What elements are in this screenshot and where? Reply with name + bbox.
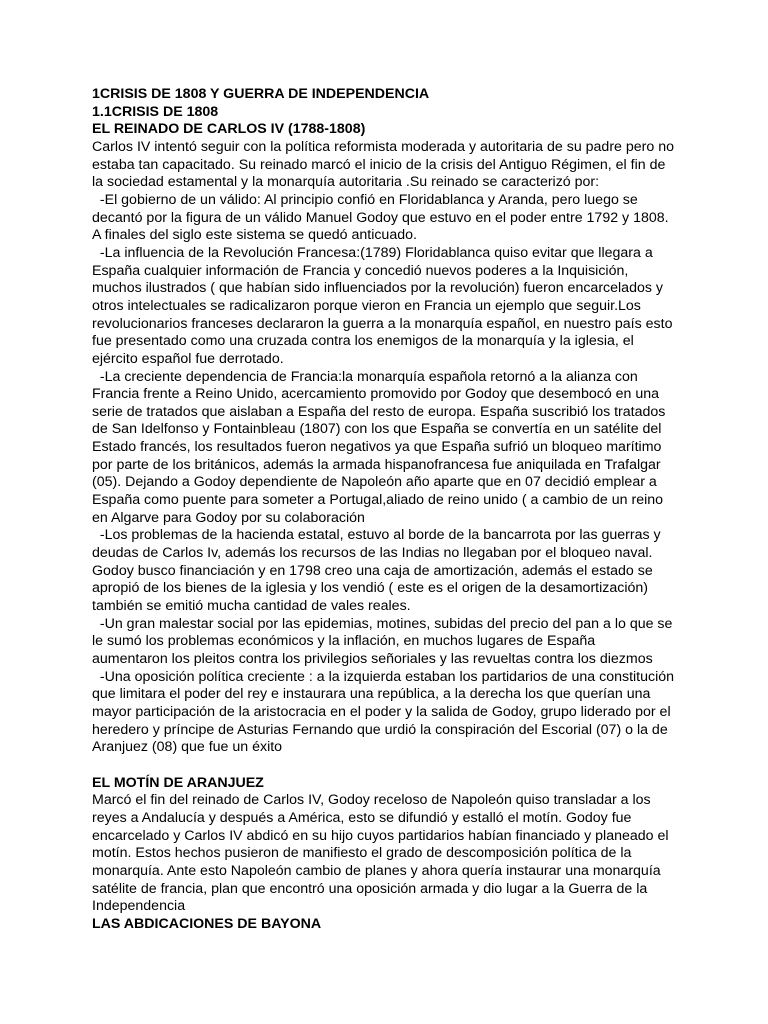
text-line: de San Idelfonso y Fontainbleau (1807) con los que España se convertía en un satélite del bbox=[92, 421, 662, 438]
section-heading-bayona: LAS ABDICACIONES DE BAYONA bbox=[92, 915, 322, 932]
text-line: la sociedad estamental y la monarquía autoritaria .Su reinado se caracterizó por: bbox=[92, 174, 600, 191]
text-line: revolucionarios franceses declararon la guerra a la monarquía español, en nuestro país esto bbox=[92, 315, 673, 332]
text-line: por parte de los británicos, además la armada hispanofrancesa fue aniquilada en Trafalgar bbox=[92, 456, 661, 473]
text-line: muchos ilustrados ( que habían sido influenciados por la revolución) fueron encarcelados y bbox=[92, 280, 663, 297]
text-line: satélite de francia, plan que encontró una oposición armada y dio lugar a la Guerra de la bbox=[92, 880, 648, 897]
text-line: (05). Dejando a Godoy dependiente de Napoleón año aparte que en 07 decidió emplear a bbox=[92, 474, 657, 491]
text-line: reyes a Andalucía y después a América, esto se difundió y estalló el motín. Godoy fue bbox=[92, 809, 632, 826]
text-line: le sumó los problemas económicos y la inflación, en muchos lugares de España bbox=[92, 633, 596, 650]
text-line: aumentaron los pleitos contra los privilegios señoriales y las revueltas contra los diezmos bbox=[92, 651, 653, 667]
text-line: -Los problemas de la hacienda estatal, estuvo al borde de la bancarrota por las guerras y bbox=[92, 527, 661, 544]
text-line: serie de tratados que aislaban a España del resto de europa. España suscribió los tratados bbox=[92, 403, 666, 420]
text-line: ejército español fue derrotado. bbox=[92, 350, 284, 367]
document-title: 1CRISIS DE 1808 Y GUERRA DE INDEPENDENCIA bbox=[92, 86, 430, 102]
text-line: -Una oposición política creciente : a la izquierda estaban los partidarios de una constitución bbox=[92, 668, 675, 685]
text-line: -Un gran malestar social por las epidemias, motines, subidas del precio del pan a lo que se bbox=[92, 615, 673, 632]
text-line: estaba tan capacitado. Su reinado marcó el inicio de la crisis del Antiguo Régimen, el fin de bbox=[92, 156, 666, 173]
text-line: también se emitió mucha cantidad de vales reales. bbox=[92, 598, 411, 615]
text-line: -El gobierno de un válido: Al principio confió en Floridablanca y Aranda, pero luego se bbox=[92, 191, 638, 208]
text-line: en Algarve para Godoy por su colaboración bbox=[92, 509, 365, 526]
text-line: Estado francés, los resultados fueron negativos ya que España sufrió un bloqueo marítimo bbox=[92, 439, 662, 456]
text-line: A finales del siglo este sistema se quedó anticuado. bbox=[92, 227, 417, 244]
section-body-motin bbox=[92, 792, 698, 916]
text-line: Aranjuez (08) que fue un éxito bbox=[92, 739, 283, 756]
text-line: heredero y príncipe de Asturias Fernando que urdió la conspiración del Escorial (07) o la de bbox=[92, 721, 668, 738]
text-line: España cualquier información de Francia y concedió nuevos poderes a la Inquisición, bbox=[92, 262, 629, 279]
text-line: motín. Estos hechos pusieron de manifiesto el grado de descomposición política de la bbox=[92, 845, 632, 862]
text-line: España como puente para someter a Portugal,aliado de reino unido ( a cambio de un reino bbox=[92, 492, 664, 509]
text-line: otros intelectuales se radicalizaron porque vieron en Francia un ejemplo que seguir.Los bbox=[92, 297, 641, 314]
text-line: -La creciente dependencia de Francia:la monarquía española retornó a la alianza con bbox=[92, 368, 638, 385]
text-line: Marcó el fin del reinado de Carlos IV, Godoy receloso de Napoleón quiso transladar a los bbox=[92, 792, 651, 809]
paragraph-gap bbox=[92, 757, 698, 775]
text-line: encarcelado y Carlos IV abdicó en su hijo cuyos partidarios habían financiado y planeado el bbox=[92, 827, 669, 844]
section-heading-motin: EL MOTÍN DE ARANJUEZ bbox=[92, 774, 264, 791]
document-subtitle: 1.1CRISIS DE 1808 bbox=[92, 103, 219, 120]
text-line: apropió de los bienes de la iglesia y los vendió ( este es el origen de la desamortización) bbox=[92, 580, 649, 597]
text-line: fue presentado como una cruzada contra los enemigos de la monarquía y la iglesia, el bbox=[92, 333, 634, 350]
text-line: Godoy busco financiación y en 1798 creo una caja de amortización, además el estado se bbox=[92, 562, 653, 579]
text-line: Carlos IV intentó seguir con la política reformista moderada y autoritaria de su padre pero no bbox=[92, 138, 674, 155]
text-line: decantó por la figura de un válido Manuel Godoy que estuvo en el poder entre 1792 y 1808. bbox=[92, 209, 669, 226]
text-line: que limitara el poder del rey e instaurara una república, a la derecha los que querían una bbox=[92, 686, 651, 703]
text-line: Francia frente a Reino Unido, acercamiento promovido por Godoy que desembocó en una bbox=[92, 386, 660, 403]
section-heading-reinado: EL REINADO DE CARLOS IV (1788-1808) bbox=[92, 121, 366, 138]
text-line: Independencia bbox=[92, 898, 186, 915]
text-line: monarquía. Ante esto Napoleón cambio de planes y ahora quería instaurar una monarquía bbox=[92, 862, 661, 879]
section-body-reinado bbox=[92, 139, 698, 757]
text-line: mayor participación de la aristocracia en el poder y la salida de Godoy, grupo liderado por el bbox=[92, 703, 671, 720]
text-line: -La influencia de la Revolución Francesa:(1789) Floridablanca quiso evitar que llegara a bbox=[92, 244, 653, 261]
text-line: deudas de Carlos Iv, además los recursos de las Indias no llegaban por el bloqueo naval. bbox=[92, 545, 653, 562]
